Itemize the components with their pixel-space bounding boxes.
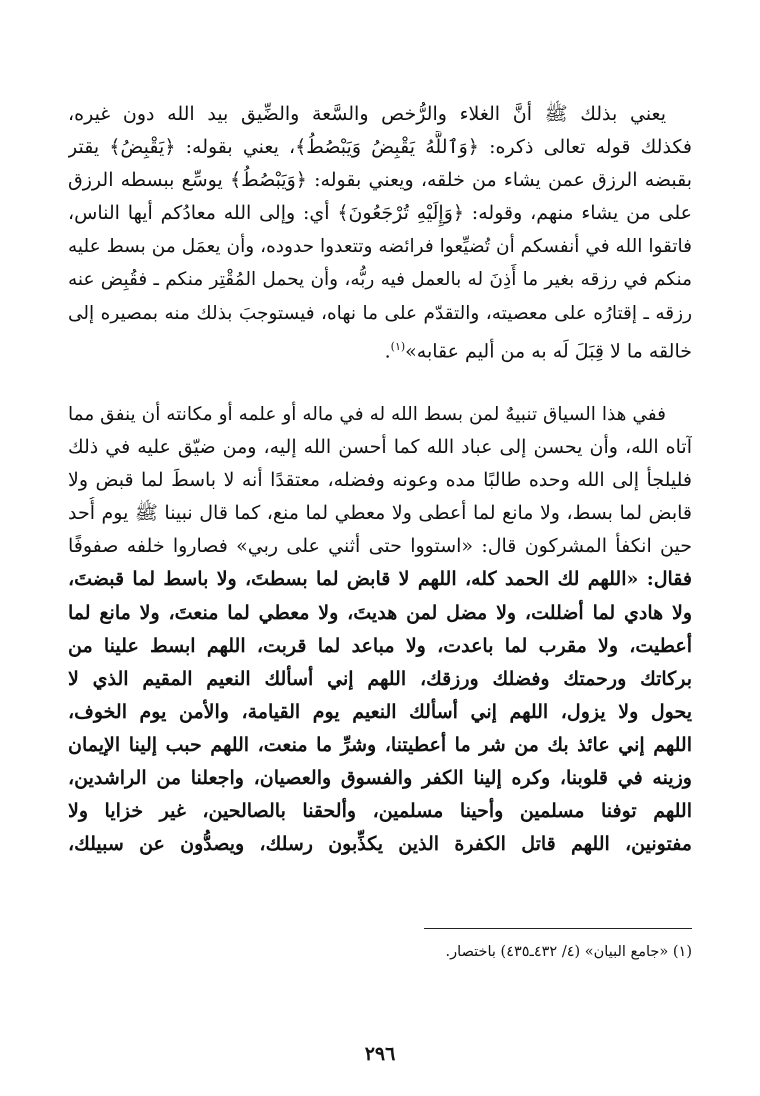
text-line: ففي هذا السياق تنبيهٌ لمن بسط الله له في ماله أو علمه أو مكانته أن ينفق مما xyxy=(68,404,666,425)
text-line: بقبضه الرزق عمن يشاء من خلقه، ويعني بقوله: ﴿وَيَبْصُطُ﴾ يوسِّع ببسطه الرزق xyxy=(68,169,692,192)
text-line: فاتقوا الله في أنفسكم أن تُضيِّعوا فرائضه وتتعدوا حدوده، وأن يعمَل من بسط عليه xyxy=(68,236,692,258)
text-line: على من يشاء منهم، وقوله: ﴿وَإِلَيْهِ تُرْجَعُونَ﴾ أي: وإلى الله معادُكم أيها الناس، xyxy=(68,202,692,225)
paragraph-2 xyxy=(68,398,692,861)
text-line: اللهم توفنا مسلمين وأحينا مسلمين، وألحقنا بالصالحين، غير خزايا ولا xyxy=(68,800,692,823)
text-line: اللهم إني عائذ بك من شر ما أعطيتنا، وشرِّ ما منعت، اللهم حبب إلينا الإيمان xyxy=(68,733,692,756)
paragraph-1 xyxy=(68,98,692,368)
text-line: بركاتك ورحمتك وفضلك ورزقك، اللهم إني أسألك النعيم المقيم الذي لا xyxy=(68,667,692,690)
text-line: منكم في رزقه بغير ما أَذِنَ له بالعمل فيه ربُّه، وأن يحمل المُقْتِر منكم ـ فقُبِض عنه xyxy=(68,269,692,291)
text-line: رزقه ـ إقتارُه على معصيته، والتقدّم على ما نهاه، فيستوجبَ بذلك منه بمصيره إلى xyxy=(68,302,692,324)
text-line: فقال: «اللهم لك الحمد كله، اللهم لا قابض لما بسطتَ، ولا باسط لما قبضتَ، xyxy=(68,568,692,591)
text-line: قابض لما بسط، ولا مانع لما أعطى ولا معطي لما منع، كما قال نبينا ﷺ يوم أُحد xyxy=(68,502,692,525)
text-line-content: خالقه ما لا قِبَلَ لَه به من أليم عقابه» xyxy=(405,339,692,362)
end-punctuation: . xyxy=(384,339,391,362)
text-line: مفتونين، اللهم قاتل الكفرة الذين يكذِّبون رسلك، ويصدُّون عن سبيلك، xyxy=(68,833,692,856)
footnote: (١) «جامع البيان» (٤/ ٤٣٢ـ٤٣٥) باختصار. xyxy=(445,944,692,960)
text-line: فكذلك قوله تعالى ذكره: ﴿وَٱللَّهُ يَقْبِضُ وَيَبْصُطُ﴾، يعني بقوله: ﴿يَقْبِضُ﴾ يقتر xyxy=(68,136,692,159)
text-line: فليلجأ إلى الله وحده طالبًا مده وعونه وفضله، معتقدًا أنه لا باسطَ لما قبض ولا xyxy=(68,469,692,492)
text-line: أعطيت، ولا مقرب لما باعدت، ولا مباعد لما قربت، اللهم ابسط علينا من xyxy=(68,634,692,657)
page-number: ٢٩٦ xyxy=(364,1043,396,1065)
text-line-last xyxy=(68,330,692,368)
text-line: حين انكفأ المشركون قال: «استووا حتى أثني على ربي» فصاروا خلفه صفوفًا xyxy=(68,535,692,558)
text-line: آتاه الله، وأن يحسن إلى عباد الله كما أحسن الله إليه، ومن ضيّق عليه في ذلك xyxy=(68,436,692,459)
text-line: يحول ولا يزول، اللهم إني أسألك النعيم يوم القيامة، والأمن يوم الخوف، xyxy=(68,700,692,723)
footnote-divider xyxy=(424,928,692,929)
text-line: وزينه في قلوبنا، وكره إلينا الكفر والفسوق والعصيان، واجعلنا من الراشدين، xyxy=(68,767,692,790)
text-line: يعني بذلك ﷺ أنَّ الغلاء والرُّخص والسَّعة والضِّيق بيد الله دون غيره، xyxy=(68,103,666,125)
footnote-marker: (١) xyxy=(390,339,406,353)
text-line: ولا هادي لما أضللت، ولا مضل لمن هديتَ، ولا معطي لما منعتَ، ولا مانع لما xyxy=(68,601,692,624)
